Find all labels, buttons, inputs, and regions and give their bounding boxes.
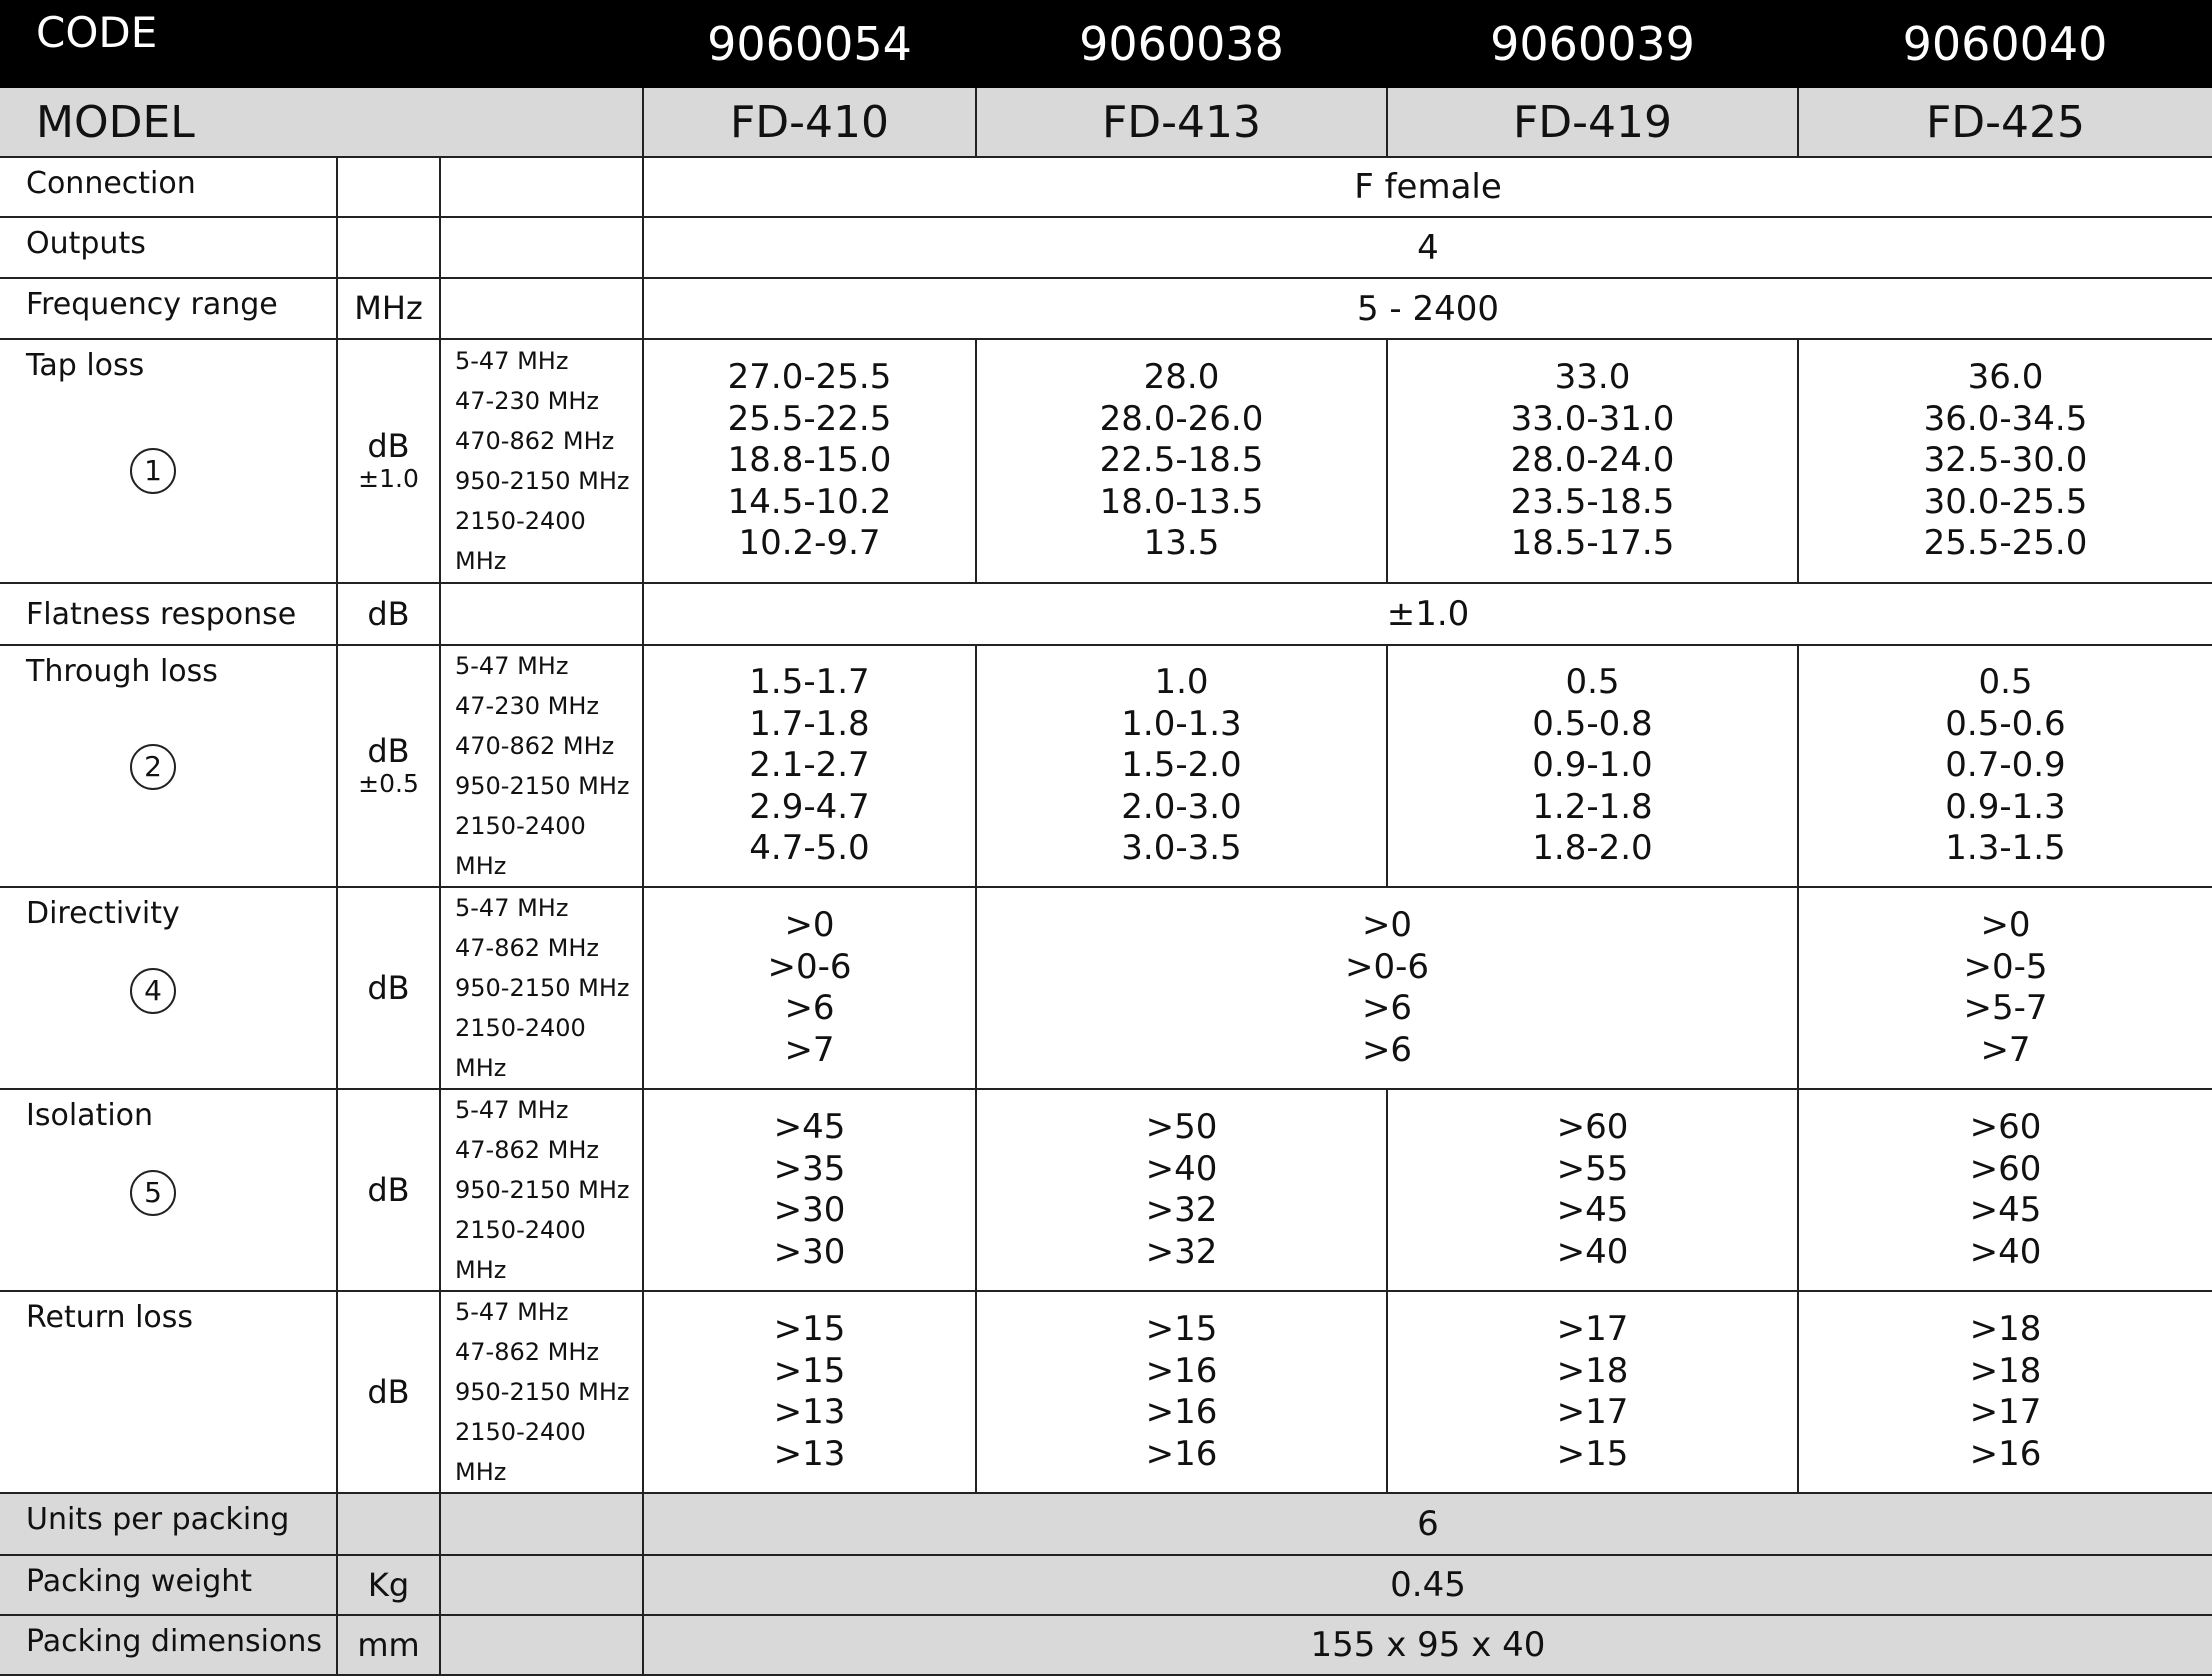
packing-weight-label: Packing weight [0, 1555, 337, 1615]
tap-loss-unit: dB [367, 427, 410, 466]
code-9060040: 9060040 [1798, 0, 2212, 88]
value: >13 [773, 1433, 846, 1474]
row-frequency-range [0, 278, 2212, 339]
tap-loss-bands [440, 339, 643, 583]
packing-weight-value: 0.45 [643, 1555, 2212, 1615]
value: >45 [1556, 1190, 1629, 1230]
value: 0.5-0.6 [1945, 703, 2066, 744]
connection-label: Connection [0, 157, 337, 217]
value: >30 [773, 1231, 846, 1272]
value: 4.7-5.0 [749, 828, 870, 869]
value: 25.5-25.0 [1923, 523, 2088, 564]
return-loss-fd-413 [976, 1291, 1387, 1493]
value: >45 [1969, 1190, 2042, 1230]
outputs-bands [440, 217, 643, 278]
value: 18.5-17.5 [1510, 523, 1675, 564]
value: >5-7 [1963, 988, 2048, 1028]
directivity-marker: 4 [130, 968, 176, 1014]
frequency-range-label: Frequency range [0, 278, 337, 339]
directivity-band: 2150-2400 MHz [455, 1014, 586, 1082]
frequency-range-bands [440, 278, 643, 339]
return-loss-bands [440, 1291, 643, 1493]
value: 1.5-2.0 [1121, 745, 1242, 786]
row-flatness [0, 583, 2212, 645]
tap-loss-label: Tap loss [26, 348, 145, 383]
value: >60 [1969, 1107, 2042, 1147]
value: >50 [1145, 1107, 1218, 1147]
units-per-packing-unit [337, 1493, 440, 1555]
directivity-label: Directivity [26, 896, 180, 931]
value: 28.0-24.0 [1510, 440, 1675, 481]
packing-dimensions-label: Packing dimensions [0, 1615, 337, 1675]
connection-bands [440, 157, 643, 217]
value: >0 [784, 905, 835, 945]
value: >17 [1556, 1309, 1629, 1349]
value: >7 [1980, 1029, 2031, 1070]
value: 36.0 [1967, 357, 2044, 398]
value: >15 [1556, 1433, 1629, 1474]
value: >15 [1145, 1309, 1218, 1349]
value: 1.2-1.8 [1532, 786, 1653, 827]
directivity-label-cell [0, 887, 337, 1089]
directivity-band: 47-862 MHz [455, 934, 599, 962]
value: >0-6 [767, 946, 852, 987]
value: 1.0-1.3 [1121, 703, 1242, 744]
directivity-fd-413-fd-419 [976, 887, 1798, 1089]
connection-value: F female [643, 157, 2212, 217]
value: >32 [1145, 1190, 1218, 1230]
isolation-fd-425 [1798, 1089, 2212, 1291]
directivity-band: 5-47 MHz [455, 894, 569, 922]
value: 1.0 [1154, 662, 1209, 703]
packing-dimensions-unit: mm [337, 1615, 440, 1675]
value: >16 [1145, 1433, 1218, 1474]
tap-loss-unit-cell [337, 339, 440, 583]
value: 28.0-26.0 [1099, 398, 1264, 439]
row-units-per-packing [0, 1493, 2212, 1555]
tap-loss-band: 470-862 MHz [455, 427, 615, 455]
outputs-value: 4 [643, 217, 2212, 278]
through-loss-band: 47-230 MHz [455, 692, 599, 720]
value: >6 [1361, 1029, 1413, 1070]
outputs-unit [337, 217, 440, 278]
value: 1.3-1.5 [1945, 828, 2066, 869]
isolation-band: 47-862 MHz [455, 1136, 599, 1164]
row-packing-dimensions [0, 1615, 2212, 1675]
value: 27.0-25.5 [727, 357, 892, 398]
directivity-bands [440, 887, 643, 1089]
code-label: CODE [0, 0, 643, 88]
through-loss-label: Through loss [26, 654, 218, 689]
return-loss-label: Return loss [0, 1291, 337, 1493]
value: 30.0-25.5 [1923, 481, 2088, 522]
value: 0.9-1.0 [1532, 745, 1653, 786]
row-directivity [0, 887, 2212, 1089]
through-loss-band: 470-862 MHz [455, 732, 615, 760]
value: 2.9-4.7 [749, 786, 870, 827]
code-9060038: 9060038 [976, 0, 1387, 88]
value: 1.8-2.0 [1532, 828, 1653, 869]
row-outputs [0, 217, 2212, 278]
return-loss-unit: dB [337, 1291, 440, 1493]
code-9060039: 9060039 [1387, 0, 1798, 88]
connection-unit [337, 157, 440, 217]
value: 2.1-2.7 [749, 745, 870, 786]
through-loss-band: 2150-2400 MHz [455, 812, 586, 880]
through-loss-fd-425 [1798, 645, 2212, 887]
model-fd-410: FD-410 [643, 88, 976, 157]
through-loss-band: 5-47 MHz [455, 652, 569, 680]
value: >30 [773, 1190, 846, 1230]
value: >16 [1969, 1433, 2042, 1474]
value: >32 [1145, 1231, 1218, 1272]
value: 10.2-9.7 [738, 523, 881, 564]
outputs-label: Outputs [0, 217, 337, 278]
directivity-fd-425 [1798, 887, 2212, 1089]
frequency-range-value: 5 - 2400 [643, 278, 2212, 339]
isolation-marker: 5 [130, 1170, 176, 1216]
units-per-packing-bands [440, 1493, 643, 1555]
value: >35 [773, 1148, 846, 1189]
through-loss-fd-413 [976, 645, 1387, 887]
isolation-band: 5-47 MHz [455, 1096, 569, 1124]
row-packing-weight [0, 1555, 2212, 1615]
value: 36.0-34.5 [1923, 398, 2088, 439]
isolation-fd-410 [643, 1089, 976, 1291]
directivity-band: 950-2150 MHz [455, 974, 630, 1002]
value: >16 [1145, 1392, 1218, 1432]
row-return-loss [0, 1291, 2212, 1493]
value: 22.5-18.5 [1099, 440, 1264, 481]
value: 14.5-10.2 [727, 481, 892, 522]
return-loss-band: 2150-2400 MHz [455, 1418, 586, 1486]
return-loss-band: 5-47 MHz [455, 1298, 569, 1326]
packing-weight-bands [440, 1555, 643, 1615]
tap-loss-band: 2150-2400 MHz [455, 507, 586, 575]
return-loss-band: 47-862 MHz [455, 1338, 599, 1366]
isolation-band: 2150-2400 MHz [455, 1216, 586, 1284]
tap-loss-fd-419 [1387, 339, 1798, 583]
value: >15 [773, 1350, 846, 1391]
through-loss-unit-cell [337, 645, 440, 887]
flatness-bands [440, 583, 643, 645]
value: >6 [1361, 988, 1413, 1028]
value: >40 [1969, 1231, 2042, 1272]
row-tap-loss [0, 339, 2212, 583]
isolation-label-cell [0, 1089, 337, 1291]
model-fd-413: FD-413 [976, 88, 1387, 157]
value: >6 [784, 988, 835, 1028]
isolation-label: Isolation [26, 1098, 154, 1133]
tap-loss-fd-425 [1798, 339, 2212, 583]
model-spacer [440, 88, 643, 157]
value: 2.0-3.0 [1121, 786, 1242, 827]
value: >0 [1980, 905, 2031, 945]
through-loss-tolerance: ±0.5 [358, 769, 419, 799]
through-loss-fd-419 [1387, 645, 1798, 887]
isolation-fd-413 [976, 1089, 1387, 1291]
tap-loss-band: 950-2150 MHz [455, 467, 630, 495]
through-loss-band: 950-2150 MHz [455, 772, 630, 800]
through-loss-fd-410 [643, 645, 976, 887]
code-9060054: 9060054 [643, 0, 976, 88]
frequency-range-unit: MHz [337, 278, 440, 339]
value: 0.7-0.9 [1945, 745, 2066, 786]
isolation-bands [440, 1089, 643, 1291]
return-loss-fd-419 [1387, 1291, 1798, 1493]
through-loss-bands [440, 645, 643, 887]
value: >45 [773, 1107, 846, 1147]
directivity-unit: dB [337, 887, 440, 1089]
value: >7 [784, 1029, 835, 1070]
value: 0.9-1.3 [1945, 786, 2066, 827]
code-row [0, 0, 2212, 88]
isolation-unit: dB [337, 1089, 440, 1291]
value: >17 [1556, 1392, 1629, 1432]
return-loss-fd-425 [1798, 1291, 2212, 1493]
value: >0 [1361, 905, 1413, 945]
tap-loss-band: 47-230 MHz [455, 387, 599, 415]
tap-loss-fd-413 [976, 339, 1387, 583]
tap-loss-fd-410 [643, 339, 976, 583]
tap-loss-band: 5-47 MHz [455, 347, 569, 375]
tap-loss-tolerance: ±1.0 [358, 464, 419, 494]
value: 1.5-1.7 [749, 662, 870, 703]
through-loss-marker: 2 [130, 744, 176, 790]
value: 18.8-15.0 [727, 440, 892, 481]
units-per-packing-value: 6 [643, 1493, 2212, 1555]
packing-dimensions-bands [440, 1615, 643, 1675]
value: >16 [1145, 1350, 1218, 1391]
packing-dimensions-value: 155 x 95 x 40 [643, 1615, 2212, 1675]
through-loss-label-cell [0, 645, 337, 887]
value: >60 [1969, 1148, 2042, 1189]
value: 13.5 [1143, 523, 1220, 564]
isolation-band: 950-2150 MHz [455, 1176, 630, 1204]
model-fd-425: FD-425 [1798, 88, 2212, 157]
value: >40 [1556, 1231, 1629, 1272]
value: 25.5-22.5 [727, 398, 892, 439]
value: >18 [1969, 1309, 2042, 1349]
value: >60 [1556, 1107, 1629, 1147]
value: 32.5-30.0 [1923, 440, 2088, 481]
value: >13 [773, 1392, 846, 1432]
row-isolation [0, 1089, 2212, 1291]
value: >15 [773, 1309, 846, 1349]
return-loss-band: 950-2150 MHz [455, 1378, 630, 1406]
value: 0.5 [1978, 662, 2033, 703]
tap-loss-marker: 1 [130, 448, 176, 494]
value: >18 [1969, 1350, 2042, 1391]
isolation-fd-419 [1387, 1089, 1798, 1291]
value: >0-5 [1963, 946, 2048, 987]
tap-loss-label-cell [0, 339, 337, 583]
model-label: MODEL [0, 88, 440, 157]
flatness-unit: dB [337, 583, 440, 645]
value: >0-6 [1344, 946, 1430, 987]
model-fd-419: FD-419 [1387, 88, 1798, 157]
value: >40 [1145, 1148, 1218, 1189]
value: 1.7-1.8 [749, 703, 870, 744]
row-connection [0, 157, 2212, 217]
value: 33.0 [1554, 357, 1631, 398]
flatness-label: Flatness response [0, 583, 337, 645]
value: >55 [1556, 1148, 1629, 1189]
through-loss-unit: dB [367, 732, 410, 771]
directivity-fd-410 [643, 887, 976, 1089]
return-loss-fd-410 [643, 1291, 976, 1493]
value: 0.5 [1565, 662, 1620, 703]
value: 23.5-18.5 [1510, 481, 1675, 522]
packing-weight-unit: Kg [337, 1555, 440, 1615]
value: >18 [1556, 1350, 1629, 1391]
model-row [0, 88, 2212, 157]
flatness-value: ±1.0 [643, 583, 2212, 645]
row-through-loss [0, 645, 2212, 887]
value: 0.5-0.8 [1532, 703, 1653, 744]
value: 28.0 [1143, 357, 1220, 398]
value: 33.0-31.0 [1510, 398, 1675, 439]
value: >17 [1969, 1392, 2042, 1432]
units-per-packing-label: Units per packing [0, 1493, 337, 1555]
value: 3.0-3.5 [1121, 828, 1242, 869]
value: 18.0-13.5 [1099, 481, 1264, 522]
